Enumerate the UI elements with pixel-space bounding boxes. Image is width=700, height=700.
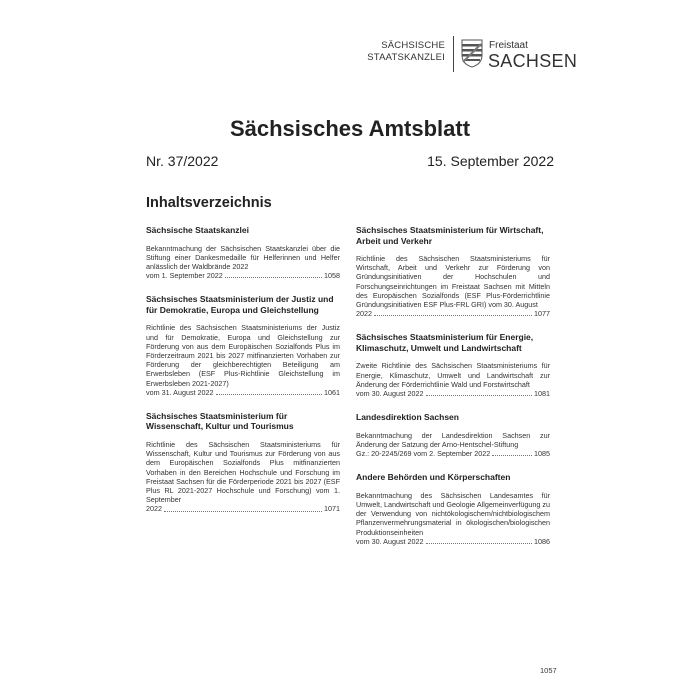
leader-dots	[426, 543, 532, 544]
toc-section	[356, 472, 550, 546]
entry-page: 1071	[324, 504, 340, 514]
leader-dots	[225, 277, 322, 278]
freistaat-label: Freistaat	[489, 40, 528, 51]
entry-footer	[356, 537, 550, 546]
section-title: Andere Behörden und Körperschaften	[356, 472, 511, 483]
toc-right-column	[356, 225, 550, 560]
section-title: Landesdirektion Sachsen	[356, 412, 459, 423]
entry-text: Bekanntmachung der Sächsischen Staatskanzlei über die Stiftung einer Dankesmedaille für Helferinnen und Helfer anlässlich der Waldbrände 2022	[146, 243, 340, 271]
leader-dots	[492, 455, 532, 456]
entry-text: Richtlinie des Sächsischen Staatsministeriums für Wissenschaft, Kultur und Tourismus zur Förderung von aus dem Europäischen Sozialfonds Plus mitfinanzierten Vorhaben in den Bereichen Hochschule und Forschung im Freistaat Sachsen für die Förderperiode 2021 bis 2027 (ESF Plus RL 2021-2027 Hochschule und Forschung) vom 1. September	[146, 439, 340, 505]
section-title: Sächsisches Staatsministerium für Wirtschaft, Arbeit und Verkehr	[356, 225, 544, 246]
entry-date: 2022	[356, 309, 372, 319]
toc-heading: Inhaltsverzeichnis	[146, 195, 272, 211]
entry-page: 1077	[534, 309, 550, 319]
staatskanzlei-line-1: SÄCHSISCHE	[381, 40, 445, 51]
entry-text: Richtlinie des Sächsischen Staatsministeriums für Wirtschaft, Arbeit und Verkehr zur Förderung von Gründungsinitiativen der Hochschulen und Forschungseinrichtungen im Freistaat Sachsen mit Mitteln des Europäischen Sozialfonds (ESF Plus-Förderrichtlinie Gründungsinitiativen ESF Plus-FRL GRI) vom 30. August	[356, 254, 550, 310]
section-title: Sächsische Staatskanzlei	[146, 225, 250, 235]
toc-section	[146, 294, 340, 397]
entry-date: vom 30. August 2022	[356, 389, 424, 399]
entry-page: 1081	[534, 389, 550, 399]
entry-date: vom 31. August 2022	[146, 387, 214, 397]
toc-section	[356, 332, 550, 398]
entry-text: Richtlinie des Sächsischen Staatsministeriums der Justiz und für Demokratie, Europa und Gleichstellung zur Förderung von aus dem Europäischen Sozialfonds Plus im Förderzeitraum 2021 bis 2027 mitfinanzierten Vorhaben zur Förderung der gleichberechtigten Beteiligung am Erwerbsleben (ESF Plus-Richtlinie Gleichstellung im Erwerbsleben 2021-2027)	[146, 323, 340, 388]
section-title: Sächsisches Staatsministerium der Justiz und für Demokratie, Europa und Gleichstellung	[146, 294, 334, 315]
section-title: Sächsisches Staatsministerium für Energie, Klimaschutz, Umwelt und Landwirtschaft	[356, 332, 534, 353]
issue-number: Nr. 37/2022	[146, 153, 219, 169]
toc-left-column	[146, 225, 340, 528]
entry-date: Gz.: 20-2245/269 vom 2. September 2022	[356, 449, 491, 459]
entry-footer	[146, 271, 340, 280]
entry-date: vom 30. August 2022	[356, 536, 424, 546]
staatskanzlei-line-2: STAATSKANZLEI	[367, 52, 445, 63]
leader-dots	[164, 511, 322, 512]
leader-dots	[426, 395, 532, 396]
staatskanzlei-label	[330, 40, 445, 64]
saxony-crest-icon	[460, 38, 484, 68]
entry-page: 1085	[534, 449, 550, 459]
toc-section	[356, 412, 550, 458]
entry-footer	[356, 389, 550, 398]
entry-text: Bekanntmachung des Sächsischen Landesamtes für Umwelt, Landwirtschaft und Geologie Allgemeinverfügung zu der Verwendung von nichtökologischem/nichtbiologischem Pflanzenvermehrungsmaterial in ökologischen/biologischen Produktionseinheiten	[356, 490, 550, 537]
entry-date: 2022	[146, 504, 162, 514]
toc-section	[146, 411, 340, 514]
entry-page: 1086	[534, 536, 550, 546]
entry-text: Bekanntmachung der Landesdirektion Sachsen zur Änderung der Satzung der Arno-Hentschel-Stiftung	[356, 430, 550, 449]
entry-page: 1061	[324, 387, 340, 397]
leader-dots	[374, 315, 532, 316]
page-number: 1057	[540, 666, 557, 675]
header-divider	[453, 36, 454, 72]
entry-date: vom 1. September 2022	[146, 271, 223, 281]
entry-footer	[356, 309, 550, 318]
entry-page: 1058	[324, 271, 340, 281]
sachsen-label: SACHSEN	[488, 51, 578, 71]
leader-dots	[216, 394, 322, 395]
section-title: Sächsisches Staatsministerium für Wissenschaft, Kultur und Tourismus	[146, 410, 294, 432]
entry-footer	[356, 449, 550, 458]
entry-text: Zweite Richtlinie des Sächsischen Staatsministeriums für Energie, Klimaschutz, Umwelt und Landwirtschaft zur Änderung der Förderrichtlinie Wald und Forstwirtschaft	[356, 361, 550, 389]
toc-section	[356, 225, 550, 318]
issue-date: 15. September 2022	[427, 153, 554, 169]
entry-footer	[146, 504, 340, 513]
page-title: Sächsisches Amtsblatt	[229, 116, 471, 141]
entry-footer	[146, 388, 340, 397]
toc-section	[146, 225, 340, 280]
